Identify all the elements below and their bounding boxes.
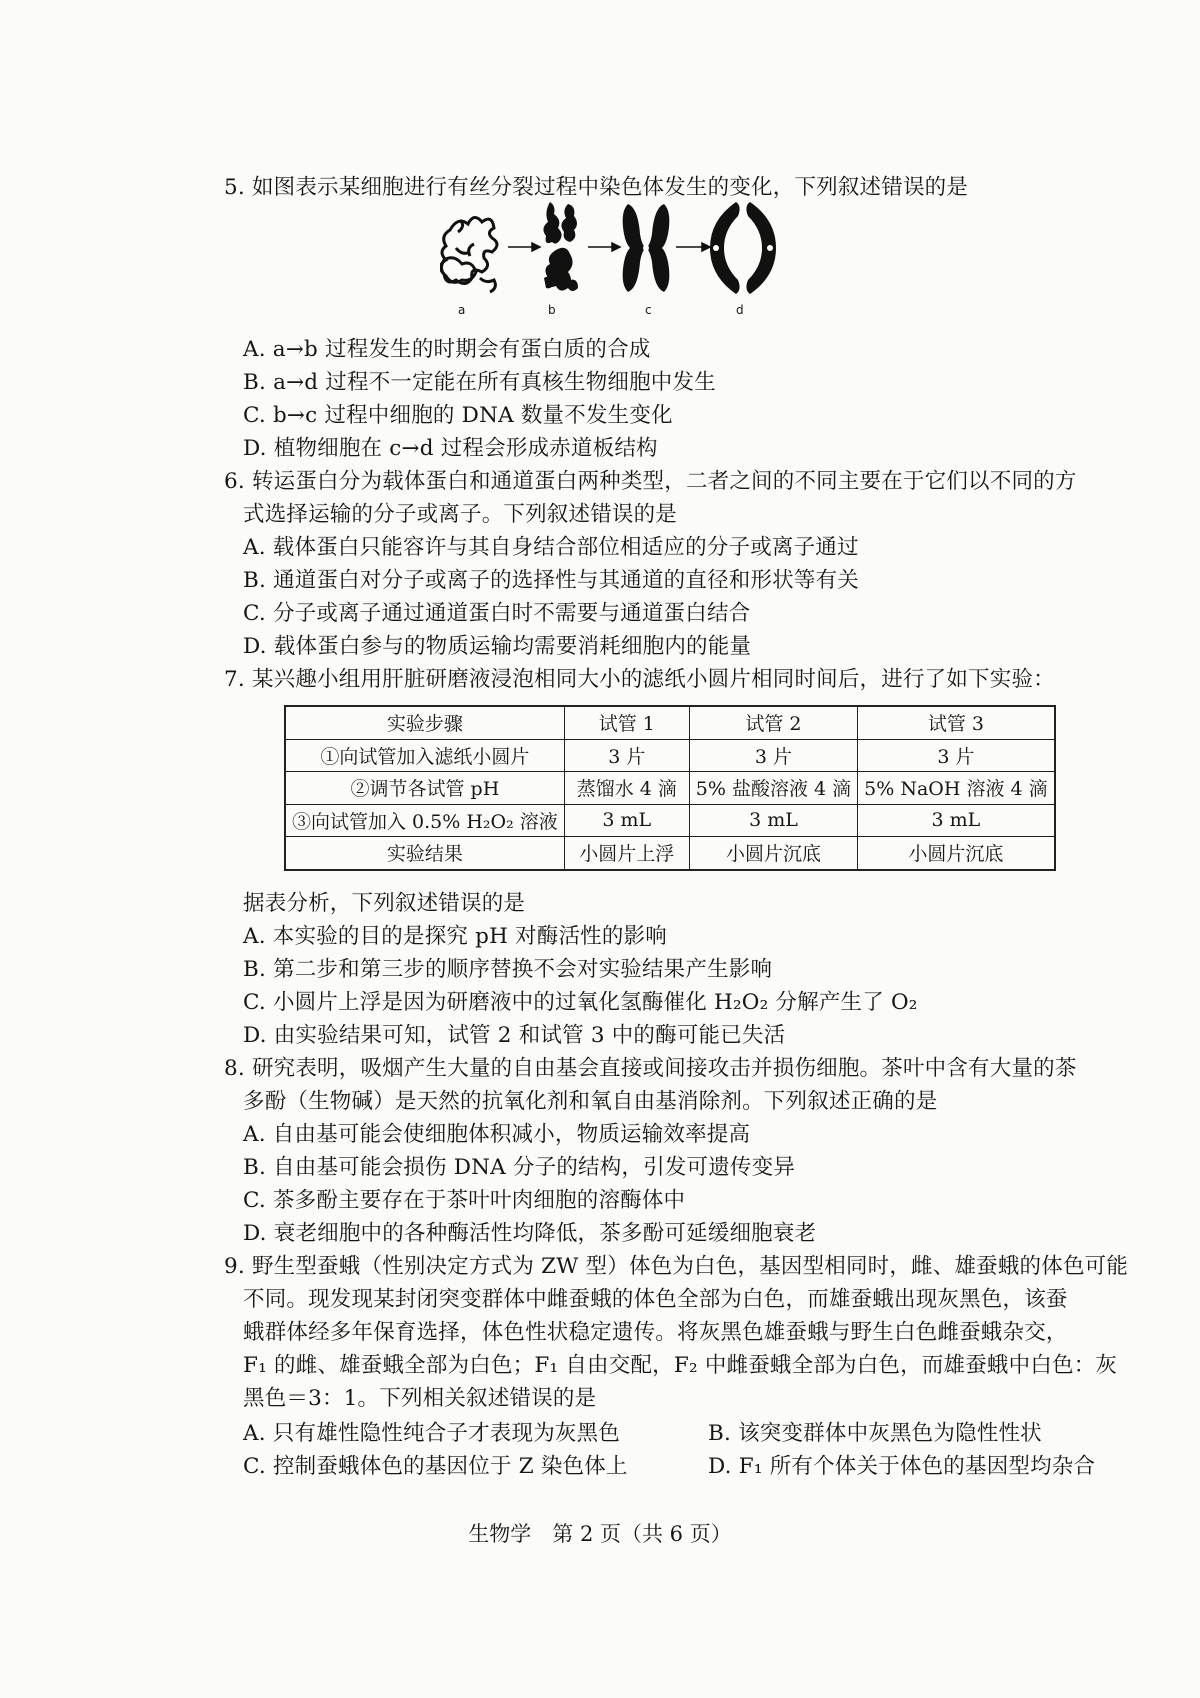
q9-option-d: D. F₁ 所有个体关于体色的基因型均杂合	[708, 1454, 1096, 1479]
chromosome-figure	[440, 200, 800, 320]
experiment-table	[284, 705, 1056, 871]
arrow-a-b	[508, 243, 540, 251]
table-cell: 实验结果	[285, 837, 564, 870]
chromosome-b	[543, 202, 578, 291]
q9-stem-line1: 9. 野生型蚕蛾（性别决定方式为 ZW 型）体色为白色，基因型相同时，雌、雄蚕蛾的体色可能	[224, 1254, 1129, 1279]
table-cell: 小圆片沉底	[858, 837, 1055, 870]
q5-option-a: A. a→b 过程发生的时期会有蛋白质的合成	[243, 337, 651, 362]
q8-option-a: A. 自由基可能会使细胞体积减小，物质运输效率提高	[243, 1122, 751, 1147]
fig-label-b: b	[548, 303, 556, 317]
table-row	[285, 772, 1055, 805]
q9-option-b: B. 该突变群体中灰黑色为隐性性状	[708, 1421, 1042, 1446]
table-header-cell: 试管 2	[689, 706, 857, 739]
q9-stem-line2: 不同。现发现某封闭突变群体中雌蚕蛾的体色全部为白色，而雄蚕蛾出现灰黑色，该蚕	[243, 1287, 1068, 1312]
table-cell: 3 片	[689, 739, 857, 772]
table-cell: 蒸馏水 4 滴	[564, 772, 689, 805]
q8-option-b: B. 自由基可能会损伤 DNA 分子的结构，引发可遗传变异	[243, 1155, 796, 1180]
table-cell: 3 mL	[858, 804, 1055, 837]
table-header-cell: 试管 3	[858, 706, 1055, 739]
table-cell: 3 片	[564, 739, 689, 772]
q7-post: 据表分析，下列叙述错误的是	[243, 891, 526, 916]
table-header-cell: 试管 1	[564, 706, 689, 739]
table-cell: 5% 盐酸溶液 4 滴	[689, 772, 857, 805]
table-header-row	[285, 706, 1055, 739]
q9-option-a: A. 只有雄性隐性纯合子才表现为灰黑色	[243, 1421, 620, 1446]
table-cell: ②调节各试管 pH	[285, 772, 564, 805]
table-cell: ①向试管加入滤纸小圆片	[285, 739, 564, 772]
q9-stem-line3: 蛾群体经多年保育选择，体色性状稳定遗传。将灰黑色雄蚕蛾与野生白色雌蚕蛾杂交，	[243, 1320, 1068, 1345]
q7-option-c: C. 小圆片上浮是因为研磨液中的过氧化氢酶催化 H₂O₂ 分解产生了 O₂	[243, 990, 918, 1015]
table-cell: 小圆片沉底	[689, 837, 857, 870]
table-cell: 3 mL	[564, 804, 689, 837]
q6-stem-line2: 式选择运输的分子或离子。下列叙述错误的是	[243, 502, 678, 527]
table-cell: 3 mL	[689, 804, 857, 837]
q7-stem: 7. 某兴趣小组用肝脏研磨液浸泡相同大小的滤纸小圆片相同时间后，进行了如下实验：	[224, 667, 1055, 692]
q6-option-b: B. 通道蛋白对分子或离子的选择性与其通道的直径和形状等有关	[243, 568, 859, 593]
q7-option-b: B. 第二步和第三步的顺序替换不会对实验结果产生影响	[243, 957, 773, 982]
q7-option-d: D. 由实验结果可知，试管 2 和试管 3 中的酶可能已失活	[243, 1023, 786, 1048]
q6-option-d: D. 载体蛋白参与的物质运输均需要消耗细胞内的能量	[243, 634, 752, 659]
q5-option-c: C. b→c 过程中细胞的 DNA 数量不发生变化	[243, 403, 673, 428]
fig-label-d: d	[736, 303, 744, 317]
page-footer: 生物学 第 2 页（共 6 页）	[468, 1522, 732, 1546]
q6-option-c: C. 分子或离子通过通道蛋白时不需要与通道蛋白结合	[243, 601, 751, 626]
fig-label-a: a	[458, 303, 466, 317]
chromatin-a	[440, 217, 497, 292]
arrow-c-d	[676, 243, 710, 251]
q8-stem-line1: 8. 研究表明，吸烟产生大量的自由基会直接或间接攻击并损伤细胞。茶叶中含有大量的茶	[224, 1056, 1077, 1081]
q5-option-b: B. a→d 过程不一定能在所有真核生物细胞中发生	[243, 370, 716, 395]
q8-option-d: D. 衰老细胞中的各种酶活性均降低，茶多酚可延缓细胞衰老	[243, 1221, 817, 1246]
q9-stem-line5: 黑色＝3：1。下列相关叙述错误的是	[243, 1386, 597, 1411]
q5-option-d: D. 植物细胞在 c→d 过程会形成赤道板结构	[243, 436, 658, 461]
chromosome-c	[623, 204, 670, 292]
fig-label-c: c	[645, 303, 652, 317]
q5-stem: 5. 如图表示某细胞进行有丝分裂过程中染色体发生的变化，下列叙述错误的是	[224, 175, 969, 200]
q6-stem-line1: 6. 转运蛋白分为载体蛋白和通道蛋白两种类型，二者之间的不同主要在于它们以不同的方	[224, 469, 1077, 494]
table-row	[285, 837, 1055, 870]
q8-stem-line2: 多酚（生物碱）是天然的抗氧化剂和氧自由基消除剂。下列叙述正确的是	[243, 1089, 938, 1114]
table-row	[285, 804, 1055, 837]
q9-option-c: C. 控制蚕蛾体色的基因位于 Z 染色体上	[243, 1454, 628, 1479]
chromosome-d	[710, 202, 776, 294]
table-cell: 5% NaOH 溶液 4 滴	[858, 772, 1055, 805]
table-cell: 3 片	[858, 739, 1055, 772]
table-cell: ③向试管加入 0.5% H₂O₂ 溶液	[285, 804, 564, 837]
table-row	[285, 739, 1055, 772]
table-cell: 小圆片上浮	[564, 837, 689, 870]
table-header-cell: 实验步骤	[285, 706, 564, 739]
q9-stem-line4: F₁ 的雌、雄蚕蛾全部为白色；F₁ 自由交配，F₂ 中雌蚕蛾全部为白色，而雄蚕蛾中白色：灰	[243, 1353, 1118, 1378]
arrow-b-c	[588, 243, 620, 251]
q7-option-a: A. 本实验的目的是探究 pH 对酶活性的影响	[243, 924, 667, 949]
q6-option-a: A. 载体蛋白只能容许与其自身结合部位相适应的分子或离子通过	[243, 535, 859, 560]
q8-option-c: C. 茶多酚主要存在于茶叶叶肉细胞的溶酶体中	[243, 1188, 686, 1213]
